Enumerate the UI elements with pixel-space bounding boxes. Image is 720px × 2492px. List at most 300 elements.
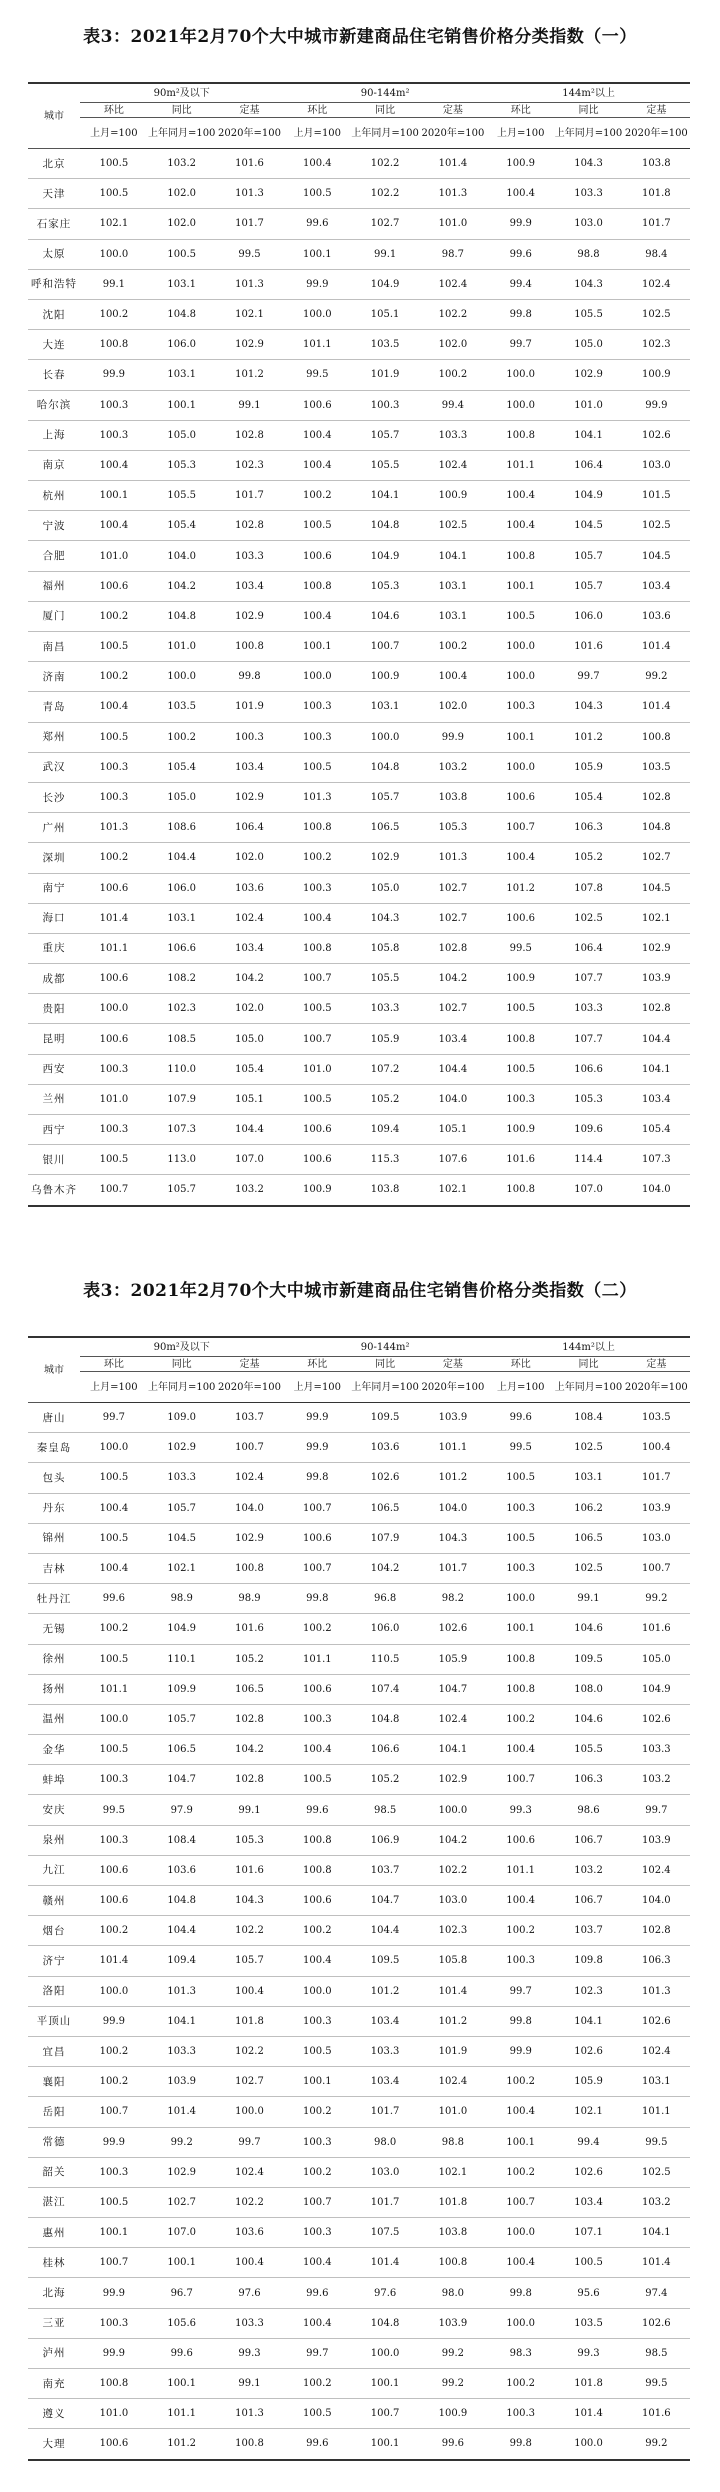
base-period-header: 2020年=100 (216, 1372, 284, 1403)
city-name: 青岛 (28, 692, 80, 722)
index-value: 99.1 (216, 2369, 284, 2399)
index-value: 100.1 (283, 2067, 351, 2097)
index-value: 100.0 (487, 1584, 555, 1614)
index-value: 101.3 (148, 1976, 216, 2006)
index-value: 102.5 (622, 511, 690, 541)
city-name: 包头 (28, 1463, 80, 1493)
index-value: 100.0 (80, 1704, 148, 1734)
index-value: 103.4 (216, 571, 284, 601)
index-value: 104.1 (555, 420, 623, 450)
city-name: 大理 (28, 2429, 80, 2460)
index-value: 100.8 (283, 1855, 351, 1885)
index-value: 104.8 (148, 299, 216, 329)
index-value: 101.4 (622, 632, 690, 662)
index-value: 100.8 (487, 1674, 555, 1704)
index-value: 99.9 (80, 2338, 148, 2368)
size-group-header: 90m²及以下 (80, 83, 283, 103)
index-value: 103.1 (351, 692, 419, 722)
index-value: 99.9 (487, 2036, 555, 2066)
index-value: 101.2 (216, 360, 284, 390)
index-value: 100.6 (80, 964, 148, 994)
index-value: 99.8 (283, 1463, 351, 1493)
table-row (28, 2338, 690, 2368)
index-value: 100.7 (283, 1553, 351, 1583)
index-value: 100.3 (80, 420, 148, 450)
index-value: 100.3 (487, 692, 555, 722)
mom-header: 环比 (487, 103, 555, 118)
index-value: 100.2 (487, 2157, 555, 2187)
index-value: 100.9 (419, 481, 487, 511)
index-value: 102.2 (351, 149, 419, 179)
city-name: 韶关 (28, 2157, 80, 2187)
index-value: 100.5 (555, 2248, 623, 2278)
index-value: 101.6 (555, 632, 623, 662)
city-name: 岳阳 (28, 2097, 80, 2127)
index-value: 98.0 (419, 2278, 487, 2308)
index-value: 100.4 (283, 2308, 351, 2338)
index-value: 107.4 (351, 1674, 419, 1704)
index-value: 105.5 (351, 964, 419, 994)
index-value: 100.5 (148, 239, 216, 269)
index-value: 103.4 (216, 752, 284, 782)
index-value: 105.0 (148, 782, 216, 812)
city-name: 金华 (28, 1735, 80, 1765)
index-value: 100.2 (487, 2369, 555, 2399)
index-value: 100.7 (80, 2248, 148, 2278)
index-value: 96.7 (148, 2278, 216, 2308)
index-value: 103.4 (622, 571, 690, 601)
index-value: 95.6 (555, 2278, 623, 2308)
index-value: 103.4 (622, 1084, 690, 1114)
index-value: 101.0 (419, 2097, 487, 2127)
index-value: 101.5 (622, 481, 690, 511)
index-value: 100.7 (487, 813, 555, 843)
city-name: 九江 (28, 1855, 80, 1885)
index-value: 106.0 (148, 330, 216, 360)
index-value: 115.3 (351, 1145, 419, 1175)
index-value: 99.1 (351, 239, 419, 269)
index-value: 104.1 (148, 2006, 216, 2036)
table-row (28, 2127, 690, 2157)
city-name: 重庆 (28, 933, 80, 963)
index-value: 102.4 (419, 2067, 487, 2097)
index-value: 107.0 (216, 1145, 284, 1175)
index-value: 102.4 (622, 2036, 690, 2066)
index-value: 100.1 (148, 2248, 216, 2278)
city-name: 温州 (28, 1704, 80, 1734)
index-value: 100.5 (80, 632, 148, 662)
index-value: 99.7 (283, 2338, 351, 2368)
index-value: 99.6 (283, 209, 351, 239)
index-value: 100.4 (283, 149, 351, 179)
city-name: 合肥 (28, 541, 80, 571)
index-value: 100.4 (419, 662, 487, 692)
index-value: 101.7 (419, 1553, 487, 1583)
index-value: 105.4 (148, 752, 216, 782)
index-value: 98.5 (622, 2338, 690, 2368)
index-value: 102.8 (216, 1765, 284, 1795)
index-value: 100.2 (283, 843, 351, 873)
index-value: 104.3 (555, 692, 623, 722)
index-value: 110.0 (148, 1054, 216, 1084)
city-header: 城市 (28, 1337, 80, 1403)
index-value: 100.7 (80, 1175, 148, 1206)
index-value: 99.9 (283, 1433, 351, 1463)
index-value: 100.2 (80, 662, 148, 692)
index-value: 103.2 (419, 752, 487, 782)
index-value: 100.2 (80, 2067, 148, 2097)
index-value: 102.3 (419, 1916, 487, 1946)
index-value: 100.4 (283, 1735, 351, 1765)
city-name: 蚌埠 (28, 1765, 80, 1795)
index-value: 100.3 (487, 1084, 555, 1114)
index-value: 100.2 (419, 360, 487, 390)
base-period-header: 2020年=100 (622, 1372, 690, 1403)
index-value: 107.5 (351, 2218, 419, 2248)
index-value: 100.3 (283, 722, 351, 752)
index-value: 105.3 (351, 571, 419, 601)
index-value: 105.2 (351, 1084, 419, 1114)
index-value: 102.2 (216, 2187, 284, 2217)
index-value: 100.9 (283, 1175, 351, 1206)
index-value: 106.3 (555, 1765, 623, 1795)
table-row (28, 299, 690, 329)
table-row (28, 269, 690, 299)
city-name: 扬州 (28, 1674, 80, 1704)
base-period-header: 2020年=100 (419, 118, 487, 149)
index-value: 109.6 (555, 1115, 623, 1145)
city-name: 郑州 (28, 722, 80, 752)
index-value: 102.7 (419, 903, 487, 933)
index-value: 104.7 (351, 1886, 419, 1916)
index-value: 104.0 (622, 1886, 690, 1916)
city-name: 桂林 (28, 2248, 80, 2278)
index-value: 103.8 (351, 1175, 419, 1206)
index-value: 105.7 (555, 571, 623, 601)
table-row (28, 601, 690, 631)
index-value: 100.5 (283, 752, 351, 782)
index-value: 100.8 (283, 571, 351, 601)
index-value: 101.9 (351, 360, 419, 390)
base-period-header: 上月=100 (283, 118, 351, 149)
index-value: 100.2 (419, 632, 487, 662)
index-value: 101.0 (555, 390, 623, 420)
index-value: 104.8 (148, 1886, 216, 1916)
index-value: 106.4 (555, 450, 623, 480)
index-value: 99.4 (419, 390, 487, 420)
index-value: 102.7 (148, 2187, 216, 2217)
index-value: 103.3 (216, 541, 284, 571)
index-value: 106.6 (555, 1054, 623, 1084)
size-group-header: 144m²以上 (487, 1337, 690, 1357)
table-row (28, 1614, 690, 1644)
base-period-header: 2020年=100 (216, 118, 284, 149)
table-row (28, 511, 690, 541)
table-row (28, 179, 690, 209)
index-value: 104.9 (622, 1674, 690, 1704)
index-value: 100.8 (487, 1644, 555, 1674)
index-value: 101.1 (487, 450, 555, 480)
index-value: 107.7 (555, 964, 623, 994)
table-row (28, 1584, 690, 1614)
index-value: 100.5 (487, 1523, 555, 1553)
index-value: 100.4 (487, 843, 555, 873)
index-value: 102.7 (351, 209, 419, 239)
index-value: 100.9 (419, 2399, 487, 2429)
index-value: 101.1 (80, 933, 148, 963)
index-value: 100.4 (487, 1886, 555, 1916)
index-value: 103.6 (216, 2218, 284, 2248)
index-value: 100.4 (283, 903, 351, 933)
index-value: 104.5 (555, 511, 623, 541)
index-value: 105.0 (351, 873, 419, 903)
index-value: 101.8 (419, 2187, 487, 2217)
index-value: 103.4 (216, 933, 284, 963)
index-value: 100.4 (80, 692, 148, 722)
index-value: 99.1 (555, 1584, 623, 1614)
index-value: 101.8 (555, 2369, 623, 2399)
index-value: 104.4 (419, 1054, 487, 1084)
index-value: 99.5 (80, 1795, 148, 1825)
table-row (28, 994, 690, 1024)
index-value: 102.6 (622, 2308, 690, 2338)
index-value: 100.8 (216, 1553, 284, 1583)
index-value: 100.8 (283, 813, 351, 843)
table-row (28, 1644, 690, 1674)
table-row (28, 330, 690, 360)
city-name: 南京 (28, 450, 80, 480)
city-name: 吉林 (28, 1553, 80, 1583)
index-value: 103.5 (622, 752, 690, 782)
index-value: 99.2 (419, 2338, 487, 2368)
index-value: 100.1 (283, 239, 351, 269)
index-value: 100.2 (487, 1916, 555, 1946)
index-value: 101.6 (487, 1145, 555, 1175)
index-value: 100.6 (487, 782, 555, 812)
index-value: 102.7 (419, 994, 487, 1024)
table-row (28, 2278, 690, 2308)
table-row (28, 1403, 690, 1433)
index-value: 109.8 (555, 1946, 623, 1976)
city-name: 泸州 (28, 2338, 80, 2368)
index-value: 102.5 (555, 1433, 623, 1463)
index-value: 100.0 (487, 2218, 555, 2248)
index-value: 104.2 (419, 1825, 487, 1855)
index-value: 104.6 (351, 601, 419, 631)
index-value: 102.9 (216, 782, 284, 812)
index-value: 100.8 (283, 1825, 351, 1855)
index-value: 104.9 (351, 541, 419, 571)
index-value: 103.6 (351, 1433, 419, 1463)
city-name: 武汉 (28, 752, 80, 782)
city-name: 天津 (28, 179, 80, 209)
index-value: 102.9 (555, 360, 623, 390)
index-value: 99.6 (283, 1795, 351, 1825)
table1-body (28, 149, 690, 1206)
index-value: 100.5 (283, 2036, 351, 2066)
index-value: 100.3 (283, 692, 351, 722)
index-value: 102.7 (216, 2067, 284, 2097)
index-value: 104.1 (555, 2006, 623, 2036)
index-value: 105.1 (351, 299, 419, 329)
index-value: 99.9 (80, 2127, 148, 2157)
index-value: 104.0 (148, 541, 216, 571)
index-value: 100.4 (216, 2248, 284, 2278)
index-value: 98.0 (351, 2127, 419, 2157)
index-value: 100.5 (80, 2187, 148, 2217)
index-value: 105.7 (351, 782, 419, 812)
index-value: 104.0 (419, 1493, 487, 1523)
index-value: 104.3 (419, 1523, 487, 1553)
index-value: 102.4 (622, 269, 690, 299)
table-row (28, 2036, 690, 2066)
index-value: 102.2 (419, 1855, 487, 1885)
index-value: 100.8 (487, 1024, 555, 1054)
index-value: 100.0 (487, 662, 555, 692)
index-value: 104.8 (351, 2308, 419, 2338)
index-value: 105.4 (555, 782, 623, 812)
index-value: 104.3 (555, 149, 623, 179)
index-value: 104.2 (148, 571, 216, 601)
index-value: 100.6 (80, 571, 148, 601)
index-value: 104.1 (419, 541, 487, 571)
base-header: 定基 (622, 103, 690, 118)
base-period-header: 上月=100 (487, 1372, 555, 1403)
mom-header: 环比 (487, 1357, 555, 1372)
index-value: 100.5 (487, 1054, 555, 1084)
index-value: 105.8 (419, 1946, 487, 1976)
index-value: 101.7 (216, 209, 284, 239)
city-name: 长春 (28, 360, 80, 390)
index-value: 104.8 (351, 511, 419, 541)
index-value: 102.9 (216, 330, 284, 360)
index-value: 109.5 (555, 1644, 623, 1674)
index-value: 100.0 (80, 994, 148, 1024)
city-name: 深圳 (28, 843, 80, 873)
index-value: 102.6 (419, 1614, 487, 1644)
index-value: 102.1 (419, 2157, 487, 2187)
index-value: 100.8 (216, 632, 284, 662)
index-value: 107.3 (148, 1115, 216, 1145)
city-name: 兰州 (28, 1084, 80, 1114)
index-value: 100.7 (283, 1493, 351, 1523)
index-value: 100.1 (283, 632, 351, 662)
table-row (28, 843, 690, 873)
index-value: 100.2 (283, 1614, 351, 1644)
index-value: 103.7 (555, 1916, 623, 1946)
city-name: 北京 (28, 149, 80, 179)
city-name: 宜昌 (28, 2036, 80, 2066)
index-value: 107.6 (419, 1145, 487, 1175)
index-value: 101.1 (80, 1674, 148, 1704)
index-value: 100.7 (283, 2187, 351, 2217)
index-value: 101.4 (419, 149, 487, 179)
index-value: 101.3 (283, 782, 351, 812)
index-value: 100.8 (419, 2248, 487, 2278)
city-name: 西安 (28, 1054, 80, 1084)
index-value: 99.7 (487, 330, 555, 360)
index-value: 105.1 (419, 1115, 487, 1145)
table-row (28, 2187, 690, 2217)
city-name: 三亚 (28, 2308, 80, 2338)
index-value: 102.8 (216, 1704, 284, 1734)
index-value: 103.1 (148, 360, 216, 390)
index-value: 104.6 (555, 1614, 623, 1644)
index-value: 100.1 (487, 1614, 555, 1644)
index-value: 102.4 (216, 2157, 284, 2187)
index-value: 106.9 (351, 1825, 419, 1855)
index-value: 104.2 (351, 1553, 419, 1583)
yoy-header: 同比 (555, 1357, 623, 1372)
city-name: 大连 (28, 330, 80, 360)
index-value: 107.0 (148, 2218, 216, 2248)
index-value: 104.2 (216, 1735, 284, 1765)
index-value: 102.8 (216, 511, 284, 541)
table-row (28, 1735, 690, 1765)
index-value: 99.9 (419, 722, 487, 752)
index-value: 100.3 (283, 1704, 351, 1734)
index-value: 103.3 (148, 1463, 216, 1493)
index-value: 103.9 (622, 964, 690, 994)
index-value: 103.4 (351, 2006, 419, 2036)
index-value: 101.4 (351, 2248, 419, 2278)
city-name: 南昌 (28, 632, 80, 662)
table-row (28, 964, 690, 994)
index-value: 100.1 (487, 722, 555, 752)
index-value: 98.7 (419, 239, 487, 269)
index-value: 99.1 (216, 390, 284, 420)
index-value: 103.8 (622, 149, 690, 179)
index-value: 105.9 (555, 752, 623, 782)
base-period-header: 上年同月=100 (351, 1372, 419, 1403)
index-value: 104.2 (419, 964, 487, 994)
index-value: 99.8 (487, 2006, 555, 2036)
table-row (28, 662, 690, 692)
index-value: 100.8 (487, 541, 555, 571)
index-value: 103.6 (148, 1855, 216, 1885)
index-value: 106.7 (555, 1886, 623, 1916)
index-value: 100.8 (216, 2429, 284, 2460)
index-value: 104.0 (216, 1493, 284, 1523)
table-row (28, 209, 690, 239)
index-value: 104.3 (216, 1886, 284, 1916)
index-value: 102.4 (216, 903, 284, 933)
index-value: 100.5 (80, 1644, 148, 1674)
table-row (28, 1024, 690, 1054)
index-value: 102.6 (622, 1704, 690, 1734)
index-value: 104.5 (622, 873, 690, 903)
base-period-header: 上月=100 (80, 1372, 148, 1403)
index-value: 100.5 (283, 2399, 351, 2429)
index-value: 100.9 (487, 964, 555, 994)
index-value: 98.6 (555, 1795, 623, 1825)
index-value: 100.5 (80, 1145, 148, 1175)
table-row (28, 782, 690, 812)
index-value: 100.3 (283, 2218, 351, 2248)
index-value: 101.7 (216, 481, 284, 511)
index-value: 103.9 (622, 1493, 690, 1523)
index-value: 99.3 (487, 1795, 555, 1825)
index-value: 100.2 (283, 481, 351, 511)
index-value: 100.4 (622, 1433, 690, 1463)
index-value: 104.8 (351, 752, 419, 782)
index-value: 103.4 (419, 1024, 487, 1054)
city-name: 上海 (28, 420, 80, 450)
index-value: 98.3 (487, 2338, 555, 2368)
table-row (28, 2218, 690, 2248)
index-value: 103.4 (555, 2187, 623, 2217)
index-value: 105.5 (351, 450, 419, 480)
